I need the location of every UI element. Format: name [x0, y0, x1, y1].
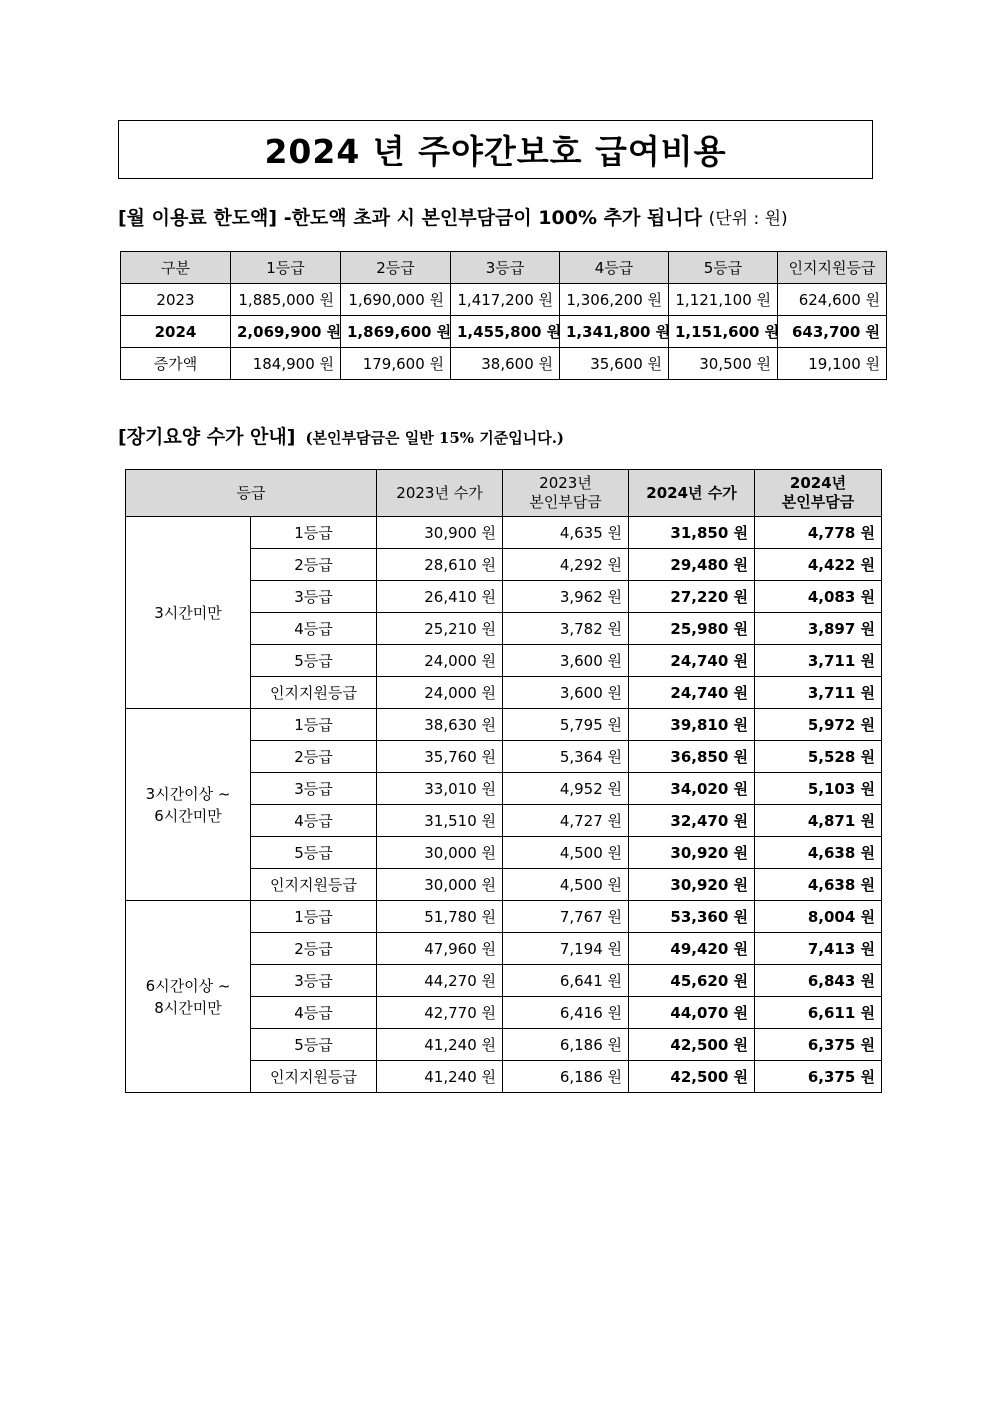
fees-cell: 28,610 원: [377, 549, 503, 581]
fees-cell: 30,920 원: [629, 869, 755, 901]
limits-header-cell: 인지지원등급: [778, 252, 887, 284]
limits-cell: 1,417,200 원: [451, 284, 560, 316]
fees-cell: 31,850 원: [629, 517, 755, 549]
fees-cell: 4,422 원: [755, 549, 882, 581]
fees-cell: 32,470 원: [629, 805, 755, 837]
fees-cell: 6,416 원: [503, 997, 629, 1029]
fees-cell: 4,952 원: [503, 773, 629, 805]
limits-header-cell: 구분: [121, 252, 231, 284]
fees-cell: 44,070 원: [629, 997, 755, 1029]
fees-cell: 7,194 원: [503, 933, 629, 965]
fees-header-grade: 등급: [126, 470, 377, 517]
fees-cell: 33,010 원: [377, 773, 503, 805]
fees-cell: 45,620 원: [629, 965, 755, 997]
fees-heading: [118, 422, 564, 449]
fees-grade-label: 5등급: [251, 1029, 377, 1061]
fees-cell: 25,980 원: [629, 613, 755, 645]
fees-cell: 6,843 원: [755, 965, 882, 997]
limits-row: [121, 316, 887, 348]
fees-grade-label: 5등급: [251, 645, 377, 677]
fees-row: [126, 901, 882, 933]
fees-cell: 42,770 원: [377, 997, 503, 1029]
fees-cell: 5,795 원: [503, 709, 629, 741]
fees-cell: 5,364 원: [503, 741, 629, 773]
fees-grade-label: 4등급: [251, 997, 377, 1029]
limits-cell: 179,600 원: [341, 348, 451, 380]
limits-cell: 1,306,200 원: [560, 284, 669, 316]
fees-cell: 6,641 원: [503, 965, 629, 997]
fees-header-2023-fee: 2023년 수가: [377, 470, 503, 517]
fees-cell: 3,782 원: [503, 613, 629, 645]
limits-cell: 1,869,600 원: [341, 316, 451, 348]
fees-cell: 25,210 원: [377, 613, 503, 645]
fees-header-row: [126, 470, 882, 517]
fees-cell: 6,375 원: [755, 1029, 882, 1061]
limits-row: [121, 284, 887, 316]
limits-unit: (단위 : 원): [708, 209, 788, 229]
fees-cell: 30,000 원: [377, 837, 503, 869]
fees-cell: 4,638 원: [755, 869, 882, 901]
fees-grade-label: 인지지원등급: [251, 1061, 377, 1093]
fees-cell: 4,500 원: [503, 837, 629, 869]
fees-cell: 24,740 원: [629, 677, 755, 709]
fees-group-label: 3시간이상 ~ 6시간미만: [126, 709, 251, 901]
limits-row-label: 2023: [121, 284, 231, 316]
fees-cell: 4,635 원: [503, 517, 629, 549]
limits-row: [121, 348, 887, 380]
fees-cell: 3,600 원: [503, 645, 629, 677]
fees-grade-label: 2등급: [251, 741, 377, 773]
fees-grade-label: 인지지원등급: [251, 869, 377, 901]
fees-cell: 38,630 원: [377, 709, 503, 741]
limits-header-cell: 5등급: [669, 252, 778, 284]
limits-cell: 1,455,800 원: [451, 316, 560, 348]
limits-header-cell: 4등급: [560, 252, 669, 284]
fees-cell: 5,528 원: [755, 741, 882, 773]
limits-cell: 184,900 원: [231, 348, 341, 380]
monthly-limit-table: [120, 251, 887, 380]
fees-grade-label: 3등급: [251, 773, 377, 805]
fees-grade-label: 2등급: [251, 933, 377, 965]
fees-cell: 4,727 원: [503, 805, 629, 837]
fees-cell: 41,240 원: [377, 1061, 503, 1093]
fees-group-label: 3시간미만: [126, 517, 251, 709]
fees-cell: 4,292 원: [503, 549, 629, 581]
limits-header-cell: 3등급: [451, 252, 560, 284]
fees-grade-label: 3등급: [251, 581, 377, 613]
fees-cell: 6,375 원: [755, 1061, 882, 1093]
limits-cell: 2,069,900 원: [231, 316, 341, 348]
fees-grade-label: 1등급: [251, 517, 377, 549]
limits-cell: 1,341,800 원: [560, 316, 669, 348]
limits-cell: 624,600 원: [778, 284, 887, 316]
fees-cell: 35,760 원: [377, 741, 503, 773]
fees-header-2024-fee: 2024년 수가: [629, 470, 755, 517]
fees-cell: 42,500 원: [629, 1029, 755, 1061]
fees-cell: 3,600 원: [503, 677, 629, 709]
fees-cell: 4,638 원: [755, 837, 882, 869]
fees-cell: 4,778 원: [755, 517, 882, 549]
limits-row-label: 2024: [121, 316, 231, 348]
document-title: 2024 년 주야간보호 급여비용: [118, 120, 873, 179]
limits-cell: 643,700 원: [778, 316, 887, 348]
fees-cell: 3,711 원: [755, 677, 882, 709]
fees-group-label: 6시간이상 ~ 8시간미만: [126, 901, 251, 1093]
fees-cell: 30,920 원: [629, 837, 755, 869]
fees-cell: 36,850 원: [629, 741, 755, 773]
fees-grade-label: 4등급: [251, 805, 377, 837]
limits-row-label: 증가액: [121, 348, 231, 380]
fees-cell: 27,220 원: [629, 581, 755, 613]
care-fee-table: [125, 469, 882, 1093]
fees-heading-text: [장기요양 수가 안내]: [118, 426, 296, 448]
limits-cell: 1,690,000 원: [341, 284, 451, 316]
limits-cell: 35,600 원: [560, 348, 669, 380]
fees-cell: 6,611 원: [755, 997, 882, 1029]
fees-grade-label: 4등급: [251, 613, 377, 645]
fees-header-2023-copay: 2023년 본인부담금: [503, 470, 629, 517]
limits-cell: 38,600 원: [451, 348, 560, 380]
limits-heading-text: [월 이용료 한도액] -한도액 초과 시 본인부담금이 100% 추가 됩니다: [118, 207, 702, 229]
fees-cell: 24,740 원: [629, 645, 755, 677]
limits-header-cell: 1등급: [231, 252, 341, 284]
fees-cell: 3,711 원: [755, 645, 882, 677]
fees-cell: 3,962 원: [503, 581, 629, 613]
fees-cell: 31,510 원: [377, 805, 503, 837]
fees-cell: 49,420 원: [629, 933, 755, 965]
fees-grade-label: 인지지원등급: [251, 677, 377, 709]
fees-grade-label: 1등급: [251, 709, 377, 741]
fees-cell: 6,186 원: [503, 1061, 629, 1093]
fees-row: [126, 517, 882, 549]
fees-cell: 53,360 원: [629, 901, 755, 933]
fees-cell: 4,500 원: [503, 869, 629, 901]
fees-grade-label: 2등급: [251, 549, 377, 581]
fees-cell: 41,240 원: [377, 1029, 503, 1061]
limits-cell: 1,885,000 원: [231, 284, 341, 316]
fees-grade-label: 5등급: [251, 837, 377, 869]
limits-cell: 1,151,600 원: [669, 316, 778, 348]
fees-grade-label: 3등급: [251, 965, 377, 997]
fees-cell: 30,900 원: [377, 517, 503, 549]
limits-cell: 19,100 원: [778, 348, 887, 380]
limits-cell: 1,121,100 원: [669, 284, 778, 316]
fees-note: (본인부담금은 일반 15% 기준입니다.): [305, 429, 565, 447]
fees-cell: 51,780 원: [377, 901, 503, 933]
fees-cell: 6,186 원: [503, 1029, 629, 1061]
limits-cell: 30,500 원: [669, 348, 778, 380]
limits-header-cell: 2등급: [341, 252, 451, 284]
fees-cell: 8,004 원: [755, 901, 882, 933]
fees-cell: 5,972 원: [755, 709, 882, 741]
fees-grade-label: 1등급: [251, 901, 377, 933]
fees-cell: 42,500 원: [629, 1061, 755, 1093]
fees-cell: 47,960 원: [377, 933, 503, 965]
fees-cell: 5,103 원: [755, 773, 882, 805]
fees-cell: 24,000 원: [377, 677, 503, 709]
fees-cell: 7,767 원: [503, 901, 629, 933]
fees-cell: 39,810 원: [629, 709, 755, 741]
fees-cell: 30,000 원: [377, 869, 503, 901]
fees-cell: 4,083 원: [755, 581, 882, 613]
fees-row: [126, 709, 882, 741]
limits-header-row: [121, 252, 887, 284]
fees-cell: 29,480 원: [629, 549, 755, 581]
fees-cell: 4,871 원: [755, 805, 882, 837]
fees-cell: 3,897 원: [755, 613, 882, 645]
fees-cell: 24,000 원: [377, 645, 503, 677]
fees-cell: 26,410 원: [377, 581, 503, 613]
fees-cell: 7,413 원: [755, 933, 882, 965]
fees-cell: 34,020 원: [629, 773, 755, 805]
fees-header-2024-copay: 2024년 본인부담금: [755, 470, 882, 517]
limits-heading: [118, 203, 788, 230]
fees-cell: 44,270 원: [377, 965, 503, 997]
